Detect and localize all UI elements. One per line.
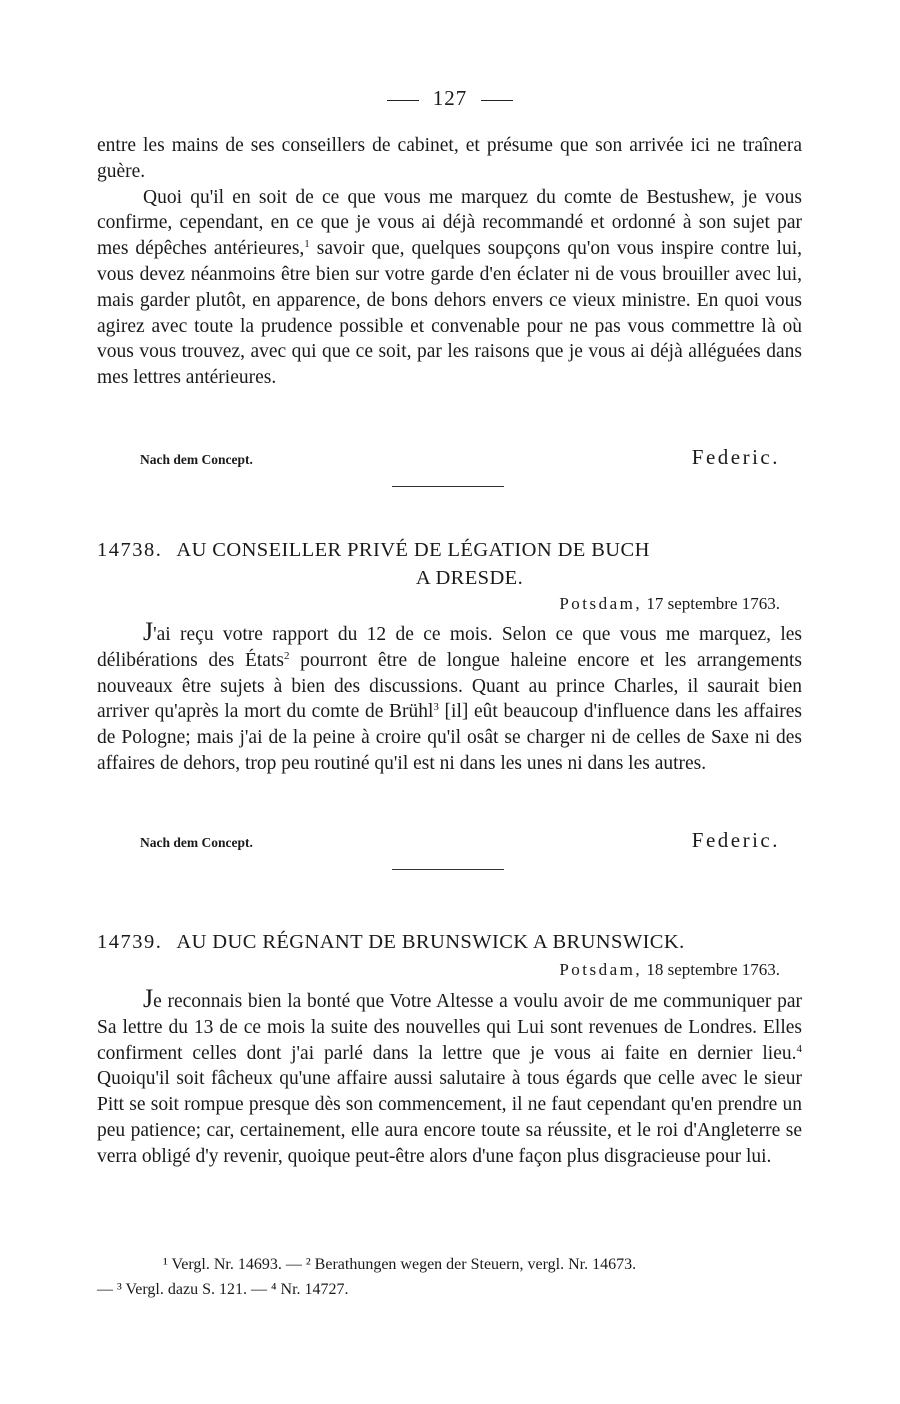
footnotes: [97, 1252, 809, 1302]
paragraph-text: Quoi qu'il en soit de ce que vous me marquez du comte de Bestushew, je vous confirme, cependant, en ce que je vous ai déjà recommandé et ordonné à son sujet par mes dépêches antérieures,: [97, 186, 802, 260]
source-note: Nach dem Concept.: [140, 452, 253, 467]
signature-row-2: [140, 827, 780, 853]
initial-letter: J: [143, 617, 154, 646]
dateline-14739: [559, 960, 780, 980]
dateline-date: 18 septembre 1763.: [646, 960, 780, 979]
paragraph-text: e reconnais bien la bonté que Votre Altesse a voulu avoir de me communiquer par Sa lettre du 13 de ce mois la suite des nouvelles qui Lui sont revenues de Londres. Elles confirment celles dont j'ai parlé dans la lettre que je vous ai faite en dernier lieu.: [97, 991, 802, 1064]
section-divider: [392, 486, 504, 487]
letter-number: 14738.: [97, 539, 163, 561]
footnote-ref-1: 1: [304, 238, 310, 251]
initial-letter: J: [143, 984, 154, 1013]
letter-continuation: [97, 133, 802, 391]
paragraph-text: Quoiqu'il soit fâcheux qu'une affaire aussi salutaire à tous égards que celle avec le sieur Pitt se soit rompue presque dès son commencement, il ne faut cependant qu'en prendre un peu patience; car, certainement, elle aura encore toute sa réussite, et le roi d'Angleterre se verra obligé d'y revenir, quoique peut-être alors d'une façon plus disgracieuse pour lui.: [97, 1068, 802, 1167]
signature: Federic.: [691, 445, 780, 469]
letter-heading-14739: [97, 928, 802, 956]
section-divider: [392, 869, 504, 870]
footnote-ref-4: 4: [796, 1042, 802, 1055]
signature: Federic.: [691, 828, 780, 852]
letter-recipient: AU CONSEILLER PRIVÉ DE LÉGATION DE BUCH: [176, 539, 650, 561]
footnote-line-2: — ³ Vergl. dazu S. 121. — ⁴ Nr. 14727.: [97, 1281, 349, 1298]
dateline-date: 17 septembre 1763.: [646, 594, 780, 613]
page-number-dash-right: [481, 100, 513, 101]
letter-number: 14739.: [97, 931, 163, 953]
dateline-place: Potsdam,: [559, 960, 643, 979]
dateline-place: Potsdam,: [559, 594, 643, 613]
page-number-text: 127: [432, 86, 468, 110]
letter-continuation-paragraph-2: [97, 185, 802, 391]
signature-row-1: [140, 444, 780, 470]
source-note: Nach dem Concept.: [140, 835, 253, 850]
paragraph-text: 'ai reçu votre rapport du 12 de ce mois. Selon ce que vous me marquez, les délibérations des États: [97, 624, 802, 671]
page-number-dash-left: [387, 100, 419, 101]
letter-body-14738: [97, 617, 802, 777]
letter-recipient-place: A DRESDE.: [415, 567, 524, 589]
letter-paragraph: [97, 984, 802, 1170]
page-number: [0, 86, 900, 111]
footnote-ref-3: 3: [433, 701, 439, 714]
paragraph-text: savoir que, quelques soupçons qu'on vous inspire contre lui, vous devez néanmoins être bien sur votre garde d'en éclater ni de vous brouiller avec lui, mais garder plutôt, en apparence, de bons dehors envers ce vieux ministre. En quoi vous agirez avec toute la prudence possible et convenable pour ne pas vous commettre là où vous vous trouvez, avec qui que ce soit, par les raisons que je vous ai déjà alléguées dans mes lettres antérieures.: [97, 238, 802, 389]
letter-continuation-paragraph-1: entre les mains de ses conseillers de cabinet, et présume que son arrivée ici ne traînera guère.: [97, 135, 802, 182]
paragraph-text: [il] eût beaucoup d'influence dans les affaires de Pologne; mais j'ai de la peine à croire qu'il osât se charger ni de celles de Saxe ni des affaires de dehors, trop peu routiné qu'il est ni dans les unes ni dans les autres.: [97, 701, 802, 774]
footnote-ref-2: 2: [283, 649, 290, 662]
letter-heading-14738: [97, 536, 802, 592]
letter-recipient: AU DUC RÉGNANT DE BRUNSWICK A BRUNSWICK.: [176, 931, 685, 953]
paragraph-text: pourront être de longue haleine encore et les arrangements nouveaux être sujets à bien des discussions. Quant au prince Charles, il saurait bien arriver qu'après la mort du comte de Brühl: [97, 649, 802, 723]
dateline-14738: [559, 594, 780, 614]
letter-body-14739: [97, 984, 802, 1170]
letter-paragraph: [97, 617, 802, 777]
footnote-line-1: ¹ Vergl. Nr. 14693. — ² Berathungen wegen der Steuern, vergl. Nr. 14673.: [163, 1256, 637, 1273]
